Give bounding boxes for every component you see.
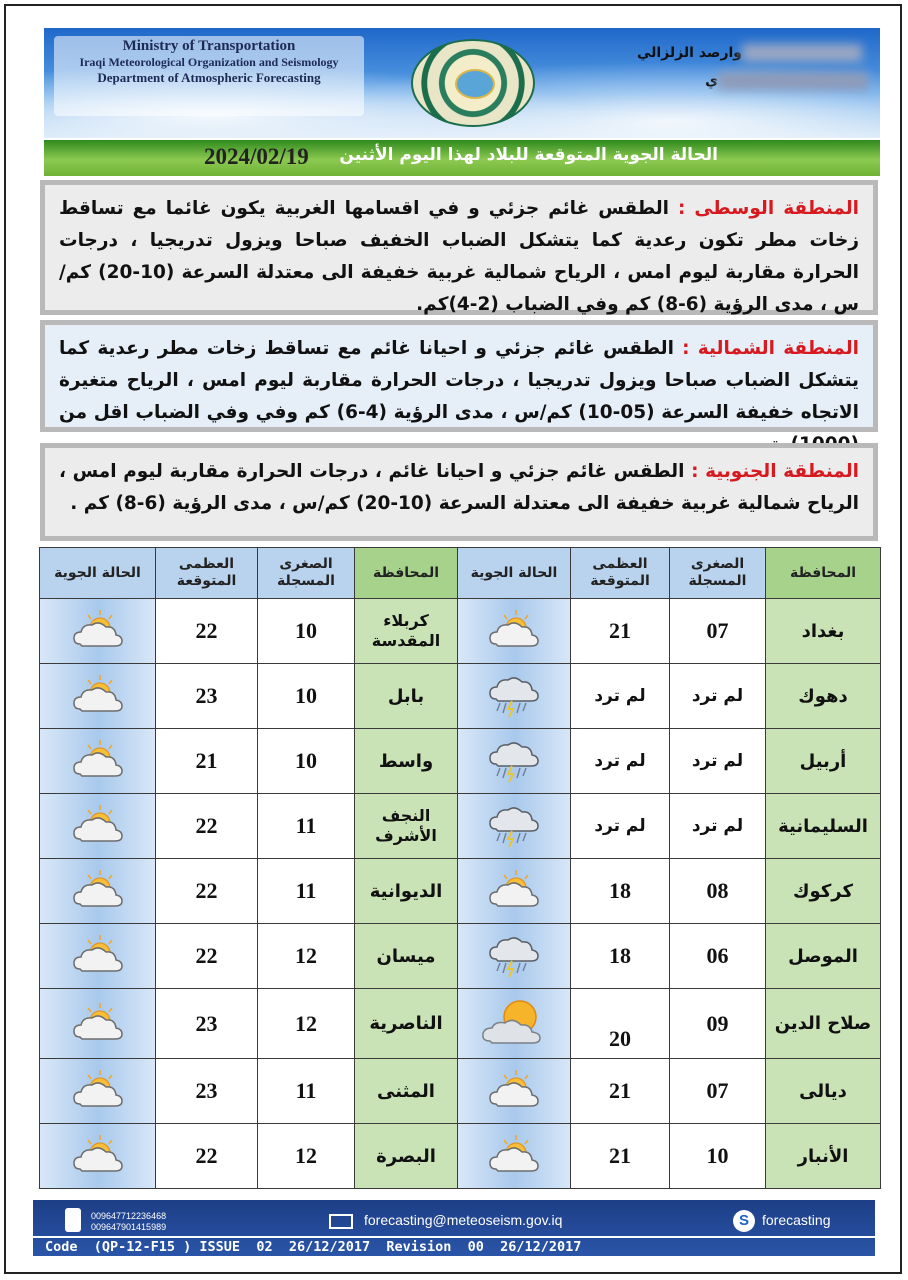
city-name-line-1: كربلاء	[383, 611, 429, 630]
region-name: المنطقة الوسطى :	[678, 198, 859, 219]
city-name	[355, 599, 458, 664]
city-name-line-1: البصرة	[376, 1145, 436, 1167]
table-row	[40, 599, 881, 664]
redacted-text	[718, 72, 868, 90]
min-temp: 10	[670, 1124, 766, 1189]
city-name	[355, 924, 458, 989]
partly-cloudy-icon	[66, 933, 130, 979]
region-north	[40, 320, 878, 432]
city-name-line-2: الأشرف	[375, 826, 437, 845]
max-temp: 23	[156, 989, 258, 1059]
city-name: دهوك	[766, 664, 881, 729]
max-temp: 21	[156, 729, 258, 794]
min-temp: 08	[670, 859, 766, 924]
table-row	[40, 924, 881, 989]
thunderstorm-rain-icon	[482, 803, 546, 849]
city-name: ديالى	[766, 1059, 881, 1124]
city-name: السليمانية	[766, 794, 881, 859]
city-name	[355, 989, 458, 1059]
max-temp: 23	[156, 1059, 258, 1124]
partly-cloudy-icon	[66, 868, 130, 914]
max-temp: 23	[156, 664, 258, 729]
weather-cell	[458, 989, 571, 1059]
max-temp: 22	[156, 599, 258, 664]
max-temp: 18	[571, 859, 670, 924]
header-arabic-line-1: وارصد الزلزالي	[638, 44, 868, 62]
city-name-line-1: بابل	[387, 685, 425, 707]
weather-cell	[458, 729, 571, 794]
min-temp: 12	[258, 989, 355, 1059]
title-bar	[44, 140, 880, 176]
partly-cloudy-icon	[482, 1068, 546, 1114]
min-temp: 12	[258, 1124, 355, 1189]
city-name-line-1: واسط	[378, 750, 434, 772]
max-temp: لم ترد	[571, 794, 670, 859]
thunderstorm-rain-icon	[482, 673, 546, 719]
region-south	[40, 443, 878, 541]
max-temp: 21	[571, 1059, 670, 1124]
organization-name: Iraqi Meteorological Organization and Seismology	[79, 55, 339, 69]
partly-cloudy-icon	[66, 1068, 130, 1114]
table-row	[40, 729, 881, 794]
min-temp: 10	[258, 664, 355, 729]
weather-cell	[40, 664, 156, 729]
max-temp: 21	[571, 599, 670, 664]
seal-globe-icon	[455, 69, 495, 99]
thunderstorm-rain-icon	[482, 738, 546, 784]
max-temp: 22	[156, 859, 258, 924]
weather-cell	[458, 924, 571, 989]
partly-cloudy-icon	[482, 608, 546, 654]
min-temp: 07	[670, 599, 766, 664]
region-text: الطقس غائم جزئي و احيانا غائم ، درجات الحرارة مقاربة ليوم امس ، الرياح شمالية غربية خفيفة الى معتدلة السرعة (10-20) كم/س ، مدى الرؤية (6-8) كم .	[59, 461, 859, 514]
footer-bar	[33, 1200, 875, 1256]
header-max: العظمى المتوقعة	[156, 548, 258, 599]
weather-cell	[458, 1059, 571, 1124]
header-weather: الحالة الجوية	[458, 548, 571, 599]
region-central	[40, 180, 878, 315]
forecast-date: 2024/02/19	[204, 144, 309, 169]
city-name	[355, 859, 458, 924]
thunderstorm-rain-icon	[482, 933, 546, 979]
min-temp: 12	[258, 924, 355, 989]
city-name-line-1: الديوانية	[369, 880, 443, 902]
min-temp: 11	[258, 794, 355, 859]
weather-cell	[40, 924, 156, 989]
min-temp: 09	[670, 989, 766, 1059]
city-name: الأنبار	[766, 1124, 881, 1189]
partly-cloudy-icon	[482, 1133, 546, 1179]
min-temp: 11	[258, 1059, 355, 1124]
city-name: أربيل	[766, 729, 881, 794]
max-temp: 18	[571, 924, 670, 989]
weather-cell	[40, 1059, 156, 1124]
min-temp: لم ترد	[670, 794, 766, 859]
weather-cell	[40, 794, 156, 859]
partly-cloudy-icon	[482, 868, 546, 914]
header-min: الصغرى المسجلة	[258, 548, 355, 599]
city-name-line-1: ميسان	[376, 945, 436, 967]
min-temp: 07	[670, 1059, 766, 1124]
min-temp: لم ترد	[670, 664, 766, 729]
header-arabic-line-2: ي	[638, 72, 868, 90]
header-province: المحافظة	[355, 548, 458, 599]
city-name: الموصل	[766, 924, 881, 989]
header-banner	[44, 28, 880, 138]
table-row	[40, 989, 881, 1059]
header-weather: الحالة الجوية	[40, 548, 156, 599]
partly-cloudy-icon	[66, 608, 130, 654]
min-temp: 11	[258, 859, 355, 924]
region-text: الطقس غائم جزئي و احيانا غائم مع تساقط زخات مطر رعدية كما يتشكل الضباب صباحا ويزول تدريجيا ، درجات الحرارة مقاربة ليوم امس ، الرياح متغيرة الاتجاه خفيفة السرعة (05-10) كم/س ، مدى الرؤية (4-6) كم وفي وفي الضباب اقل من	[59, 338, 860, 423]
phone-numbers	[91, 1211, 166, 1233]
city-name: كركوك	[766, 859, 881, 924]
skype-icon: S	[733, 1210, 755, 1232]
weather-cell	[458, 599, 571, 664]
max-temp: لم ترد	[571, 729, 670, 794]
max-temp: 21	[571, 1124, 670, 1189]
table-row	[40, 1059, 881, 1124]
max-temp: 22	[156, 1124, 258, 1189]
phone-icon	[65, 1208, 81, 1232]
weather-cell	[40, 1124, 156, 1189]
city-name	[355, 1124, 458, 1189]
max-temp: 20	[571, 989, 670, 1059]
region-name: المنطقة الجنوبية :	[691, 461, 859, 482]
weather-cell	[40, 729, 156, 794]
city-name-line-1: الناصرية	[369, 1013, 443, 1034]
city-name: صلاح الدين	[766, 989, 881, 1059]
city-name-line-2: المقدسة	[371, 631, 441, 650]
city-name	[355, 1059, 458, 1124]
header-arabic-block	[638, 44, 868, 110]
weather-cell	[40, 989, 156, 1059]
partly-cloudy-icon	[66, 803, 130, 849]
max-temp: لم ترد	[571, 664, 670, 729]
header-min: الصغرى المسجلة	[670, 548, 766, 599]
document-code-line: Code (QP-12-F15 ) ISSUE 02 26/12/2017 Revision 00 26/12/2017	[33, 1236, 875, 1254]
city-name	[355, 664, 458, 729]
partly-cloudy-icon	[66, 1133, 130, 1179]
min-temp: 10	[258, 729, 355, 794]
max-temp: 22	[156, 794, 258, 859]
city-name-line-1: المثنى	[377, 1080, 435, 1102]
page-title: الحالة الجوية المتوقعة للبلاد لهذا اليوم الأثنين	[339, 145, 718, 165]
sun-behind-cloud-icon	[478, 995, 550, 1053]
partly-cloudy-icon	[66, 673, 130, 719]
region-name: المنطقة الشمالية :	[682, 338, 859, 359]
table-row	[40, 664, 881, 729]
email-icon	[329, 1214, 353, 1229]
weather-cell	[458, 794, 571, 859]
phone-number-2: 009647901415989	[91, 1222, 167, 1232]
organization-seal-icon	[411, 39, 535, 127]
city-name-line-1: النجف	[381, 806, 431, 825]
email-address[interactable]: forecasting@meteoseism.gov.iq	[364, 1212, 563, 1228]
skype-name: forecasting	[762, 1212, 831, 1228]
ministry-name: Ministry of Transportation	[122, 38, 296, 54]
header-english-block	[54, 36, 364, 116]
redacted-text	[742, 44, 862, 62]
partly-cloudy-icon	[66, 738, 130, 784]
phone-number-1: 009647712236468	[91, 1211, 167, 1221]
weather-cell	[40, 859, 156, 924]
table-row	[40, 1124, 881, 1189]
city-name	[355, 794, 458, 859]
max-temp: 22	[156, 924, 258, 989]
city-name: بغداد	[766, 599, 881, 664]
min-temp: 10	[258, 599, 355, 664]
weather-cell	[458, 664, 571, 729]
table-header-row	[40, 548, 881, 599]
department-name: Department of Atmospheric Forecasting	[97, 70, 321, 85]
partly-cloudy-icon	[66, 1001, 130, 1047]
header-max: العظمى المتوقعة	[571, 548, 670, 599]
header-province: المحافظة	[766, 548, 881, 599]
min-temp: 06	[670, 924, 766, 989]
region-text: الطقس غائم جزئي و في اقسامها الغربية يكون غائما مع تساقط زخات مطر تكون رعدية كما يتشكل الضباب الخفيف صباحا ويزول تدريجيا ، درجات الحرارة مقاربة ليوم امس ، الرياح شمالية غربية خفيفة الى معتدلة السرعة (10-20) كم/س ، مدى الرؤية (6-8) كم وفي الضباب (2-4)كم.	[59, 198, 860, 315]
table-row	[40, 794, 881, 859]
weather-cell	[40, 599, 156, 664]
city-name	[355, 729, 458, 794]
weather-cell	[458, 1124, 571, 1189]
weather-cell	[458, 859, 571, 924]
table-row	[40, 859, 881, 924]
forecast-table	[39, 547, 881, 1189]
min-temp: لم ترد	[670, 729, 766, 794]
